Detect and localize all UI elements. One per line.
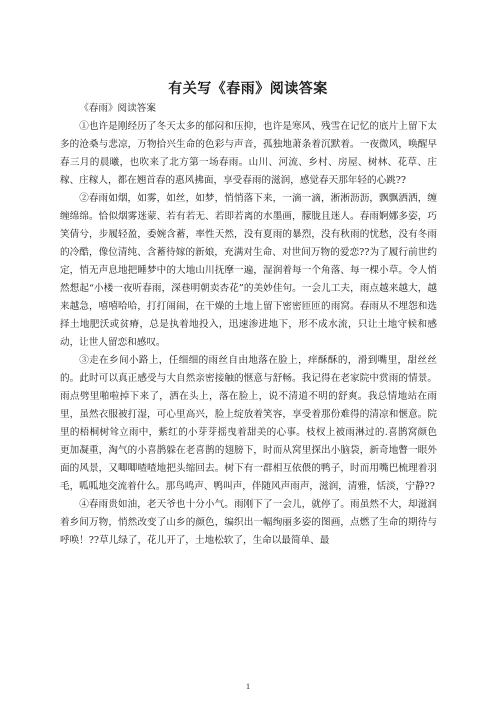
paragraph-3: ③走在乡间小路上，任细细的雨丝自由地落在脸上，痒酥酥的，滑到嘴里，甜丝丝的。此时可以真正感受与大自然亲密接触的惬意与舒畅。我记得在老家院中赏雨的情景。雨点劈里啪啦掉下来了，洒在头上，落在脸上，说不清道不明的舒爽。我总情地站在雨里，虽然衣服被打湿，可心里高兴，脸上绽放着笑容，享受着那份难得的清凉和惬意。院里的梧桐树耸立雨中，紫红的小芽芽摇曳着甜美的心事。枝杈上被雨淋过的.喜鹊窝颜色更加凝重，淘气的小喜鹊躲在老喜鹊的翅膀下，时而从窝里探出小脑袋，新奇地瞥一眼外面的风景，又唧唧喳喳地把头缩回去。树下有一群相互依偎的鸭子，时而用嘴巴梳理着羽毛，呱呱地交流着什么。那鸟鸣声、鸭叫声，伴随风声雨声，滋润，清雅，恬淡，宁静?? — [60, 355, 437, 492]
page-title: 有关写《春雨》阅读答案 — [168, 81, 328, 97]
paragraph-2: ②春雨如烟，如雾，如丝，如梦，悄悄落下来，一滴一滴，淅淅沥沥，飘飘洒洒，缠缠绵绵。恰似烟雾迷蒙、若有若无、若即若离的水墨画，朦胧且迷人。春雨婀娜多姿，巧笑倩兮，步履轻盈，委婉含蓄，率性天然，没有夏雨的暴烈，没有秋雨的忧愁，没有冬雨的冷酷，像位清纯、含蓄待嫁的新娘，充满对生命、对世间万物的爱恋??为了履行前世约定，悄无声息地把睡梦中的大地山川抚摩一遍，湿润着每一个角落、每一棵小草。令人悄然想起“小楼一夜听春雨，深巷明朝卖杏花”的美妙佳句。一会儿工夫，雨点越来越大，越来越急，嘻嘻哈哈，打打闹闹，在干燥的土地上留下密密匝匝的雨窝。春雨从不埋怨和选择土地肥沃或贫瘠，总是执着地投入，迅速渗进地下，形不成水流，只让土地守候和感动，让世人留恋和感叹。 — [60, 193, 437, 348]
document-body — [60, 100, 437, 550]
paragraph-subtitle: 《春雨》阅读答案 — [79, 103, 156, 114]
page-number: 1 — [246, 682, 250, 691]
paragraph-4: ④春雨贵如油，老天爷也十分小气。雨刚下了一会儿，就停了。雨虽然不大，却滋润着乡间万物，悄然改变了山乡的颜色，编织出一幅绚丽多姿的图画，点燃了生命的期待与呼唤！??草儿绿了，花儿开了，土地松软了，生命以最简单、最 — [60, 499, 437, 546]
paragraph-1: ①也许是刚经历了冬天太多的郁闷和压抑，也许是寒风、残雪在记忆的底片上留下太多的沧桑与悲凉，万物拾兴生命的色彩与声音，孤独地萧条着沉默着。一夜微风，唤醒早春三月的晨曦，也吹来了北方第一场春雨。山川、河流、乡村、房屋、树林、花草、庄稼、庄稼人，都在翘首春的惠风拂面，享受春雨的滋润，感觉春天那年轻的心跳?? — [60, 121, 437, 186]
